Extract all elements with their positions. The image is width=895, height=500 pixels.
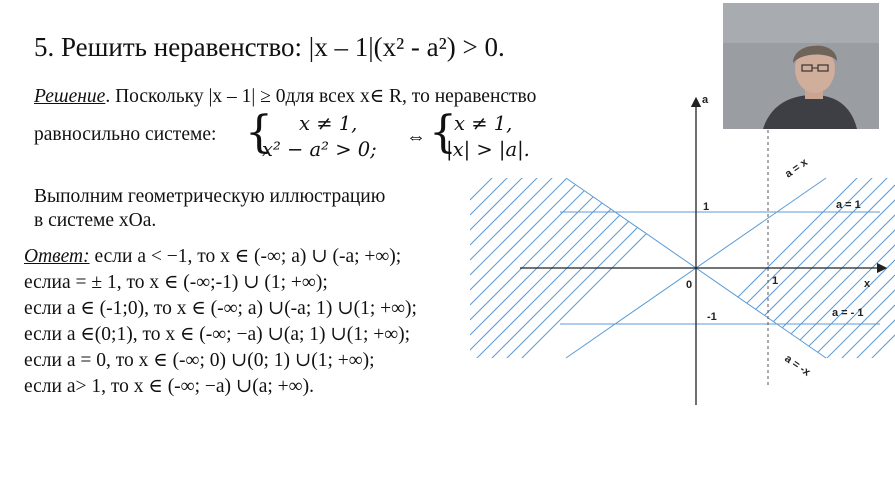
equivalence-arrow: ⇔ — [406, 126, 426, 148]
answer-line-5: если a = 0, то x ∈ (-∞; 0) ∪(0; 1) ∪(1; +∞); — [24, 350, 375, 371]
hatch-region-right — [650, 110, 895, 385]
answer-line-2: еслиa = ± 1, то x ∈ (-∞;-1) ∪ (1; +∞); — [24, 272, 328, 293]
answer-line-3: если a ∈ (-1;0), то x ∈ (-∞; a) ∪(-a; 1) ∪(1; +∞); — [24, 298, 417, 319]
system1-brace: { — [245, 107, 273, 158]
slide-title: 5. Решить неравенство: |x – 1|(x² - a²) > 0. — [34, 32, 505, 62]
origin-label: 0 — [686, 279, 693, 291]
axis-x-label: x — [864, 278, 871, 290]
axis-a-label: a — [702, 94, 709, 106]
system2-brace: { — [429, 107, 457, 158]
illustration-line2: в системе xOa. — [34, 210, 157, 231]
solution-text: . Поскольку |x – 1| ≥ 0для всех x∈ R, то неравенство — [105, 86, 537, 107]
system1-row1: x ≠ 1, — [299, 112, 358, 135]
presenter-video-icon — [723, 3, 879, 129]
xoa-graph — [470, 88, 895, 408]
label-a-eq-neg1: a = - 1 — [832, 307, 864, 319]
illustration-line1: Выполним геометрическую иллюстрацию — [34, 186, 386, 207]
system2-row2: |x| > |a|. — [446, 138, 530, 161]
answer-text-1: если a < −1, то x ∈ (-∞; a) ∪ (-a; +∞); — [94, 246, 402, 267]
tick-a-pos-label: 1 — [703, 201, 710, 213]
answer-line-1 — [24, 244, 401, 268]
answer-line-4: если a ∈(0;1), то x ∈ (-∞; −a) ∪(a; 1) ∪(1; +∞); — [24, 324, 411, 345]
equivalent-text: равносильно системе: — [34, 124, 217, 145]
label-a-eq-x: a = x — [782, 156, 811, 181]
system1-row2: x² − a² > 0; — [262, 138, 377, 161]
tick-a-neg-label: -1 — [707, 311, 717, 323]
solution-label: Решение — [34, 86, 106, 107]
answer-line-6: если a> 1, то x ∈ (-∞; −a) ∪(a; +∞). — [24, 376, 314, 397]
label-a-eq-neg-x: a = -x — [782, 352, 813, 379]
tick-x-pos-label: 1 — [772, 275, 779, 287]
system2-row1: x ≠ 1, — [454, 112, 513, 135]
solution-line — [34, 84, 536, 108]
label-a-eq-1: a = 1 — [836, 199, 861, 211]
answer-label: Ответ: — [24, 246, 90, 267]
